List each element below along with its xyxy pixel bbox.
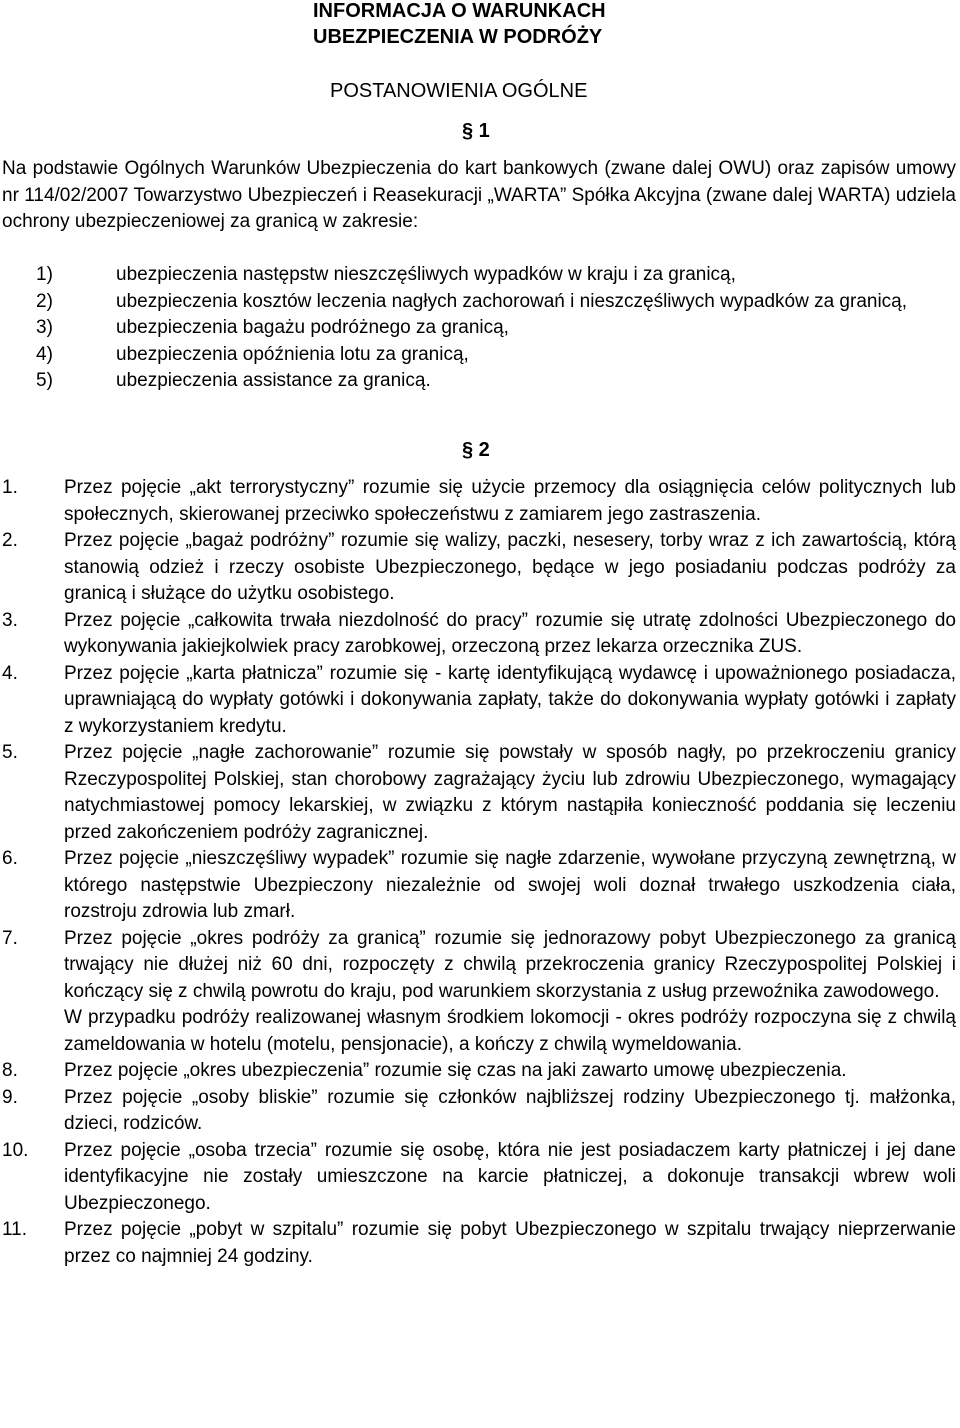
scope-item (36, 368, 956, 395)
section-heading: POSTANOWIENIA OGÓLNE (330, 80, 588, 102)
definition-number: 3. (2, 609, 18, 631)
definition-text: Przez pojęcie „karta płatnicza” rozumie się - kartę identyfikującą wydawcę i upoważnionego posiadacza, uprawniającą do wypłaty gotówki i dokonywania zapłaty, także do dokonywania wypłaty gotówki i zapłaty z wykorzystaniem kredytu. (64, 662, 956, 737)
definition-item (2, 1138, 956, 1218)
definition-number: 1. (2, 477, 18, 498)
definition-extra-paragraph: W przypadku podróży realizowanej własnym środkiem lokomocji - okres podróży rozpoczyna się z chwilą zameldowania w hotelu (motelu, pensjonacie), a kończy z chwilą wymeldowania. (64, 1007, 956, 1055)
definition-item (2, 1058, 956, 1085)
document-title (313, 0, 606, 50)
section-2-mark: § 2 (462, 439, 490, 461)
scope-item-number: 5) (36, 370, 53, 391)
definition-number: 11. (2, 1219, 28, 1240)
definition-item (2, 475, 956, 528)
scope-list (36, 262, 956, 395)
definition-text: Przez pojęcie „osoby bliskie” rozumie się członków najbliższej rodziny Ubezpieczonego tj. małżonka, dzieci, rodziców. (64, 1086, 956, 1134)
definition-number: 8. (2, 1060, 18, 1081)
definition-item (2, 740, 956, 846)
scope-item-number: 2) (36, 290, 53, 312)
section-1-mark: § 1 (462, 120, 490, 142)
definition-number: 5. (2, 742, 18, 763)
scope-item-text: ubezpieczenia bagażu podróżnego za granicą, (116, 317, 509, 338)
scope-item-number: 1) (36, 264, 53, 285)
definition-item (2, 528, 956, 608)
definition-item (2, 661, 956, 741)
scope-item-text: ubezpieczenia kosztów leczenia nagłych zachorowań i nieszczęśliwych wypadków za granicą, (116, 290, 908, 312)
scope-item (36, 342, 956, 369)
definition-number: 2. (2, 530, 18, 551)
definition-text: Przez pojęcie „akt terrorystyczny” rozumie się użycie przemocy dla osiągnięcia celów politycznych lub społecznych, skierowanej przeciwko społeczeństwu z zamiarem jego zastraszenia. (64, 477, 956, 525)
definitions-list (2, 475, 956, 1270)
definition-text: Przez pojęcie „osoba trzecia” rozumie się osobę, która nie jest posiadaczem karty płatniczej i jej dane identyfikacyjne nie zostały umieszczone na karcie płatniczej, a dokonuje transakcji wbrew woli Ubezpieczonego. (64, 1139, 956, 1214)
definition-number: 10. (2, 1139, 29, 1161)
scope-item-text: ubezpieczenia opóźnienia lotu za granicą, (116, 343, 469, 365)
scope-item-text: ubezpieczenia następstw nieszczęśliwych wypadków w kraju i za granicą, (116, 264, 736, 285)
scope-item (36, 289, 956, 316)
definition-text: Przez pojęcie „okres ubezpieczenia” rozumie się czas na jaki zawarto umowę ubezpieczenia. (64, 1060, 847, 1081)
definition-text: Przez pojęcie „bagaż podróżny” rozumie się walizy, paczki, nesesery, torby wraz z ich zawartością, którą stanowią odzież i rzeczy osobiste Ubezpieczonego, będące w jego posiadaniu podczas podróży za granicą i służące do użytku osobistego. (64, 530, 956, 604)
title-line-1: INFORMACJA O WARUNKACH (313, 0, 606, 22)
scope-item (36, 315, 956, 342)
definition-text: Przez pojęcie „pobyt w szpitalu” rozumie się pobyt Ubezpieczonego w szpitalu trwający nieprzerwanie przez co najmniej 24 godziny. (64, 1219, 956, 1267)
definition-item (2, 926, 956, 1006)
scope-item-number: 4) (36, 343, 53, 365)
title-line-2: UBEZPIECZENIA W PODRÓŻY (313, 26, 603, 48)
scope-item (36, 262, 956, 289)
scope-item-text: ubezpieczenia assistance za granicą. (116, 370, 431, 391)
definition-text: Przez pojęcie „nieszczęśliwy wypadek” rozumie się nagłe zdarzenie, wywołane przyczyną zewnętrzną, w którego następstwie Ubezpieczony niezależnie od swojej woli doznał trwałego uszkodzenia ciała, rozstroju zdrowia lub zmarł. (64, 848, 956, 922)
definition-number: 6. (2, 848, 18, 869)
definition-item (2, 1217, 956, 1270)
scope-item-number: 3) (36, 317, 53, 338)
intro-paragraph: Na podstawie Ogólnych Warunków Ubezpieczenia do kart bankowych (zwane dalej OWU) oraz zapisów umowy nr 114/02/2007 Towarzystwo Ubezpieczeń i Reasekuracji „WARTA” Spółka Akcyjna (zwane dalej WARTA) udziela ochrony ubezpieczeniowej za granicą w zakresie: (2, 158, 956, 232)
definition-text: Przez pojęcie „całkowita trwała niezdolność do pracy” rozumie się utratę zdolności Ubezpieczonego do wykonywania jakiejkolwiek pracy zarobkowej, orzeczoną przez lekarza orzecznika ZUS. (64, 609, 956, 657)
definition-item (2, 608, 956, 661)
definition-text: Przez pojęcie „okres podróży za granicą” rozumie się jednorazowy pobyt Ubezpieczonego za granicą trwający nie dłużej niż 60 dni, rozpoczęty z chwilą przekroczenia granicy Rzeczypospolitej Polskiej i kończący się z chwilą powrotu do kraju, pod warunkiem skorzystania z usług przewoźnika zawodowego. (64, 927, 956, 1002)
definition-item (2, 1085, 956, 1138)
definition-item (2, 846, 956, 926)
definition-text: Przez pojęcie „nagłe zachorowanie” rozumie się powstały w sposób nagły, po przekroczeniu granicy Rzeczypospolitej Polskiej, stan chorobowy zagrażający życiu lub zdrowiu Ubezpieczonego, wymagający natychmiastowej pomocy lekarskiej, w związku z którym nastąpiła konieczność poddania się leczeniu przed zakończeniem podróży zagranicznej. (64, 742, 956, 843)
definition-number: 4. (2, 662, 18, 684)
definition-number: 7. (2, 927, 18, 949)
definition-number: 9. (2, 1086, 18, 1108)
